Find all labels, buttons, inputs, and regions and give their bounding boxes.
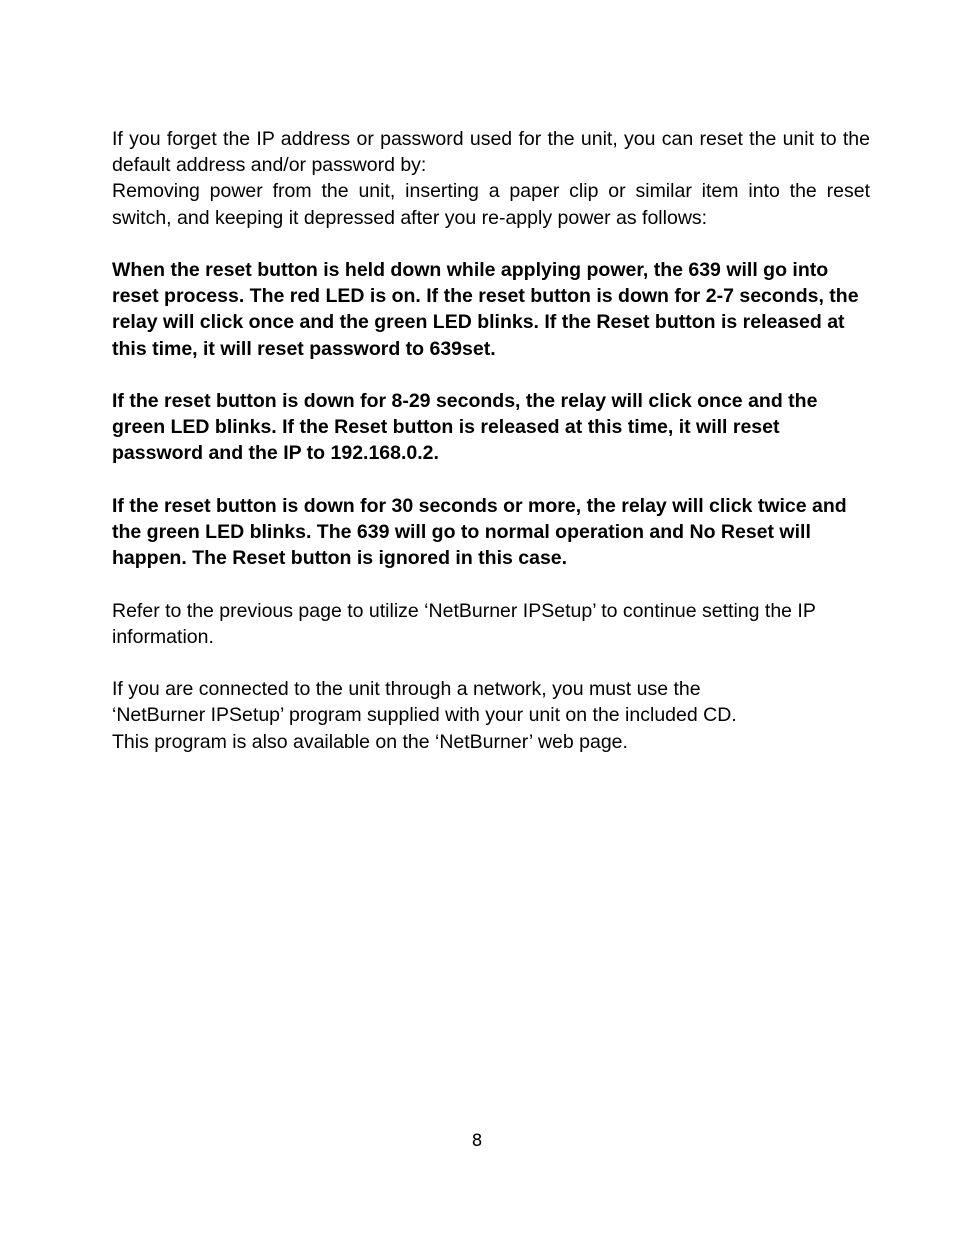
paragraph-spacer (112, 650, 870, 676)
network-paragraph-line: ‘NetBurner IPSetup’ program supplied with your unit on the included CD. (112, 704, 737, 727)
paragraph-spacer (112, 362, 870, 388)
network-paragraph-line: This program is also available on the ‘NetBurner’ web page. (112, 730, 628, 753)
reset-30-seconds-paragraph: If the reset button is down for 30 seconds or more, the relay will click twice and the green LED blinks. The 639 will go to normal operation and No Reset will happen. The Reset button is ignored in this case. (112, 494, 847, 570)
page-body (112, 126, 870, 755)
reset-8-29-seconds-paragraph: If the reset button is down for 8-29 seconds, the relay will click once and the green LED blinks. If the Reset button is released at this time, it will reset password and the IP to 192.168.0.2. (112, 390, 818, 465)
intro-paragraph: If you forget the IP address or password used for the unit, you can reset the unit to the default address and/or password by: (112, 128, 870, 177)
network-paragraph-line: If you are connected to the unit through a network, you must use the (112, 678, 701, 701)
paragraph-spacer (112, 231, 870, 257)
paragraph-spacer (112, 467, 870, 493)
network-paragraph (112, 676, 870, 755)
removing-power-paragraph: Removing power from the unit, inserting a paper clip or similar item into the reset switch, and keeping it depressed after you re-apply power as follows: (112, 180, 870, 229)
reset-2-7-seconds-paragraph: When the reset button is held down while applying power, the 639 will go into reset process. The red LED is on. If the reset button is down for 2-7 seconds, the relay will click once and the green LED blinks. If the Reset button is released at this time, it will reset password to 639set. (112, 259, 859, 360)
paragraph-spacer (112, 571, 870, 597)
refer-previous-page-paragraph: Refer to the previous page to utilize ‘NetBurner IPSetup’ to continue setting the IP information. (112, 599, 816, 648)
page-number: 8 (471, 1131, 483, 1151)
